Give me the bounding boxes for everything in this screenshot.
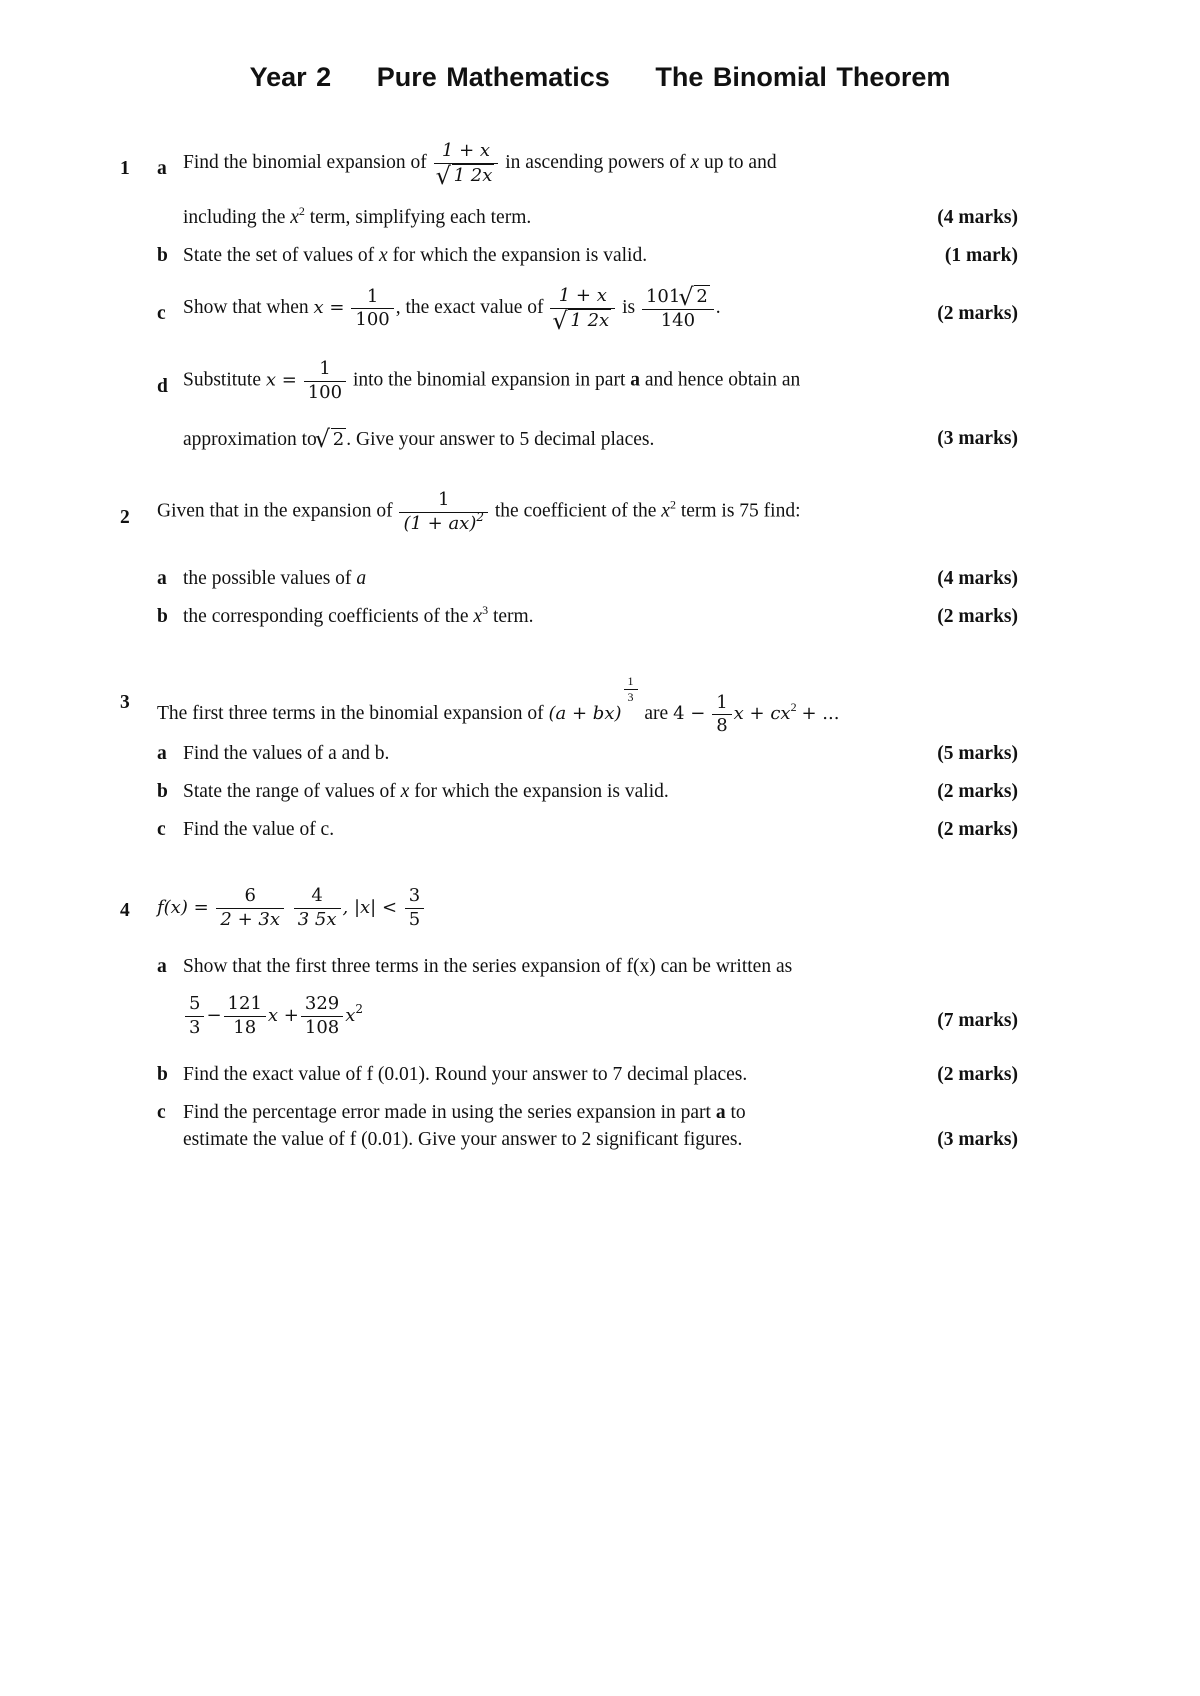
fraction-numerator: 4	[311, 885, 323, 906]
part-reference: a	[715, 1102, 726, 1123]
fraction-1c	[351, 286, 393, 332]
marks-4c: (3 marks)	[937, 1129, 1018, 1150]
question-1d-line2	[183, 428, 654, 451]
question-number-4: 4	[120, 900, 130, 921]
fraction-numerator: 3	[408, 885, 421, 906]
fraction-2	[399, 489, 488, 535]
fraction-denominator: 5	[405, 908, 424, 932]
text: Show that when	[183, 296, 309, 318]
exponent: 2	[298, 204, 305, 218]
question-2b-text	[183, 603, 534, 628]
part-label-3b: b	[157, 781, 168, 802]
sqrt-content: 2	[696, 286, 708, 307]
marks-1a: (4 marks)	[937, 207, 1018, 228]
fraction-denominator: 100	[351, 308, 393, 332]
operator: −	[206, 1005, 222, 1026]
fraction-numerator: 1	[438, 489, 450, 510]
fraction-denominator	[550, 308, 615, 333]
marks-1c: (2 marks)	[937, 303, 1018, 324]
fraction-1c-answer	[642, 285, 714, 332]
question-4a-text: Show that the first three terms in the series expansion of f(x) can be written as	[183, 956, 793, 977]
text: up to and	[704, 151, 777, 173]
marks-3b: (2 marks)	[937, 781, 1018, 802]
fraction-denominator: 108	[301, 1016, 343, 1040]
fraction-denominator	[399, 509, 488, 536]
part-label-1c: c	[157, 303, 166, 324]
exponent: 2	[790, 700, 797, 714]
series-term: 4 −	[673, 703, 706, 724]
part-label-1a: a	[157, 158, 167, 179]
question-4-function	[157, 885, 426, 931]
fraction-denominator	[434, 163, 499, 188]
variable: a	[356, 568, 367, 589]
text: The first three terms in the binomial expansion of	[157, 703, 544, 724]
sqrt-sign	[680, 285, 709, 309]
question-2a-text	[183, 568, 366, 590]
answer-coefficient: 101	[645, 286, 681, 307]
question-3b-text	[183, 781, 669, 803]
sqrt-content: 2	[332, 429, 345, 450]
fractional-exponent	[624, 674, 638, 705]
exponent: 3	[482, 603, 489, 617]
variable: x	[690, 151, 700, 173]
text: term.	[492, 606, 534, 627]
text: term, simplifying each term.	[309, 207, 532, 228]
function-name: f(x) =	[157, 897, 209, 918]
equation-lhs: x =	[313, 296, 345, 318]
question-number-1: 1	[120, 158, 130, 179]
fraction-1c-expr	[550, 285, 615, 332]
part-label-3a: a	[157, 743, 167, 764]
question-2-text	[157, 489, 801, 535]
exponent: 2	[476, 509, 484, 524]
fraction-numerator: 329	[304, 993, 340, 1014]
fraction-denominator: 18	[224, 1016, 266, 1040]
fraction-numerator: 1	[366, 285, 379, 307]
part-label-4a: a	[157, 956, 167, 977]
sqrt-sign	[317, 428, 346, 450]
question-3c-text: Find the value of c.	[183, 819, 335, 840]
question-number-3: 3	[120, 692, 130, 713]
question-1b-text	[183, 245, 647, 267]
fraction-denominator: 100	[304, 381, 346, 405]
fraction-numerator: 1 + x	[441, 140, 491, 161]
question-1a-line2	[183, 204, 532, 229]
exponent: 2	[669, 497, 676, 512]
fraction-series-2	[224, 993, 266, 1039]
part-label-4c: c	[157, 1102, 166, 1123]
question-1c-text	[183, 285, 721, 332]
variable: x	[290, 207, 299, 228]
fraction-4-condition	[405, 885, 424, 931]
fraction-4-first	[216, 885, 284, 931]
operator: x +	[267, 1005, 299, 1026]
fraction-series-3	[301, 993, 343, 1039]
marks-1b: (1 mark)	[944, 245, 1018, 266]
sqrt-sign	[438, 164, 495, 188]
text: in ascending powers of	[505, 151, 686, 173]
fraction-numerator: 6	[244, 885, 256, 906]
text: State the set of values of	[183, 245, 375, 266]
part-label-1d: d	[157, 376, 168, 397]
title-subject: Pure Mathematics	[376, 62, 610, 92]
marks-2b: (2 marks)	[937, 606, 1018, 627]
text: , the exact value of	[395, 296, 544, 318]
text: is	[622, 296, 636, 318]
variable: x	[661, 500, 670, 522]
fraction-denominator: 8	[712, 714, 731, 738]
text: State the range of values of	[183, 781, 396, 802]
marks-3c: (2 marks)	[937, 819, 1018, 840]
question-1d-text	[183, 358, 800, 404]
fraction-numerator: 5	[189, 993, 201, 1014]
marks-1d: (3 marks)	[937, 428, 1018, 449]
text: for which the expansion is valid.	[414, 781, 669, 802]
exponent: 2	[355, 1002, 364, 1016]
fraction-numerator: 1	[716, 691, 728, 713]
question-4a-series	[183, 993, 363, 1039]
fraction-denominator: 3 5x	[294, 908, 341, 932]
question-3-text	[157, 674, 839, 738]
fraction-numerator: 121	[227, 993, 262, 1014]
sqrt-sign	[554, 309, 611, 333]
question-4c-text	[183, 1102, 746, 1124]
text: term is 75 find:	[680, 500, 801, 522]
denominator-base: (1 + ax)	[403, 512, 477, 534]
series-term: x + cx	[733, 703, 791, 724]
text: Substitute	[183, 369, 262, 391]
marks-4a: (7 marks)	[937, 1010, 1018, 1031]
text: Find the binomial expansion of	[183, 151, 427, 173]
text: approximation to	[183, 429, 317, 450]
fraction-numerator: 1 + x	[558, 285, 607, 306]
series-term: + ...	[801, 703, 840, 724]
page-title	[0, 62, 1200, 93]
part-label-1b: b	[157, 245, 168, 266]
variable: x	[400, 781, 410, 802]
fraction-1d	[304, 358, 346, 404]
text: Given that in the expansion of	[157, 500, 393, 522]
fraction-denominator: 3	[185, 1016, 204, 1040]
fraction-numerator	[642, 285, 714, 309]
fraction-numerator: 1	[319, 358, 331, 379]
marks-4b: (2 marks)	[937, 1064, 1018, 1085]
binomial-expression: (a + bx)	[548, 703, 622, 724]
text: to	[730, 1102, 746, 1123]
fraction-4-second	[294, 885, 341, 931]
part-label-3c: c	[157, 819, 166, 840]
fraction-3	[712, 692, 731, 738]
text: into the binomial expansion in part	[352, 369, 626, 391]
question-4c-line2: estimate the value of f (0.01). Give your answer to 2 significant figures.	[183, 1129, 743, 1150]
text: are	[644, 703, 669, 724]
sqrt-content: 1 2x	[453, 164, 493, 186]
text: the possible values of	[183, 568, 352, 589]
fraction-denominator: 3	[624, 689, 638, 705]
question-4b-text: Find the exact value of f (0.01). Round your answer to 7 decimal places.	[183, 1064, 748, 1085]
fraction-denominator: 140	[642, 309, 714, 333]
fraction-1a	[434, 140, 499, 187]
text: and hence obtain an	[644, 369, 801, 391]
question-1a-text	[183, 140, 777, 187]
text: the corresponding coefficients of the	[183, 606, 469, 627]
part-label-2a: a	[157, 568, 167, 589]
text: Find the percentage error made in using the series expansion in part	[183, 1102, 711, 1123]
variable: x	[379, 245, 388, 266]
text: for which the expansion is valid.	[392, 245, 648, 266]
variable: x	[345, 1005, 356, 1026]
question-number-2: 2	[120, 507, 130, 528]
part-reference: a	[630, 369, 641, 391]
part-label-4b: b	[157, 1064, 168, 1085]
validity-condition: , |x| <	[342, 897, 398, 918]
variable: x	[473, 606, 483, 627]
text: . Give your answer to 5 decimal places.	[346, 429, 655, 450]
fraction-denominator: 2 + 3x	[216, 908, 284, 932]
fraction-series-1	[185, 993, 204, 1039]
equation-lhs: x =	[265, 369, 297, 391]
title-topic: The Binomial Theorem	[655, 62, 951, 92]
marks-3a: (5 marks)	[937, 743, 1018, 764]
title-year: Year 2	[249, 62, 332, 92]
text: including the	[183, 207, 286, 228]
fraction-numerator: 1	[627, 674, 634, 688]
sqrt-content: 1 2x	[570, 309, 610, 331]
text: the coefficient of the	[494, 500, 657, 522]
text: .	[715, 296, 721, 318]
marks-2a: (4 marks)	[937, 568, 1018, 589]
question-3a-text: Find the values of a and b.	[183, 743, 390, 764]
part-label-2b: b	[157, 606, 168, 627]
